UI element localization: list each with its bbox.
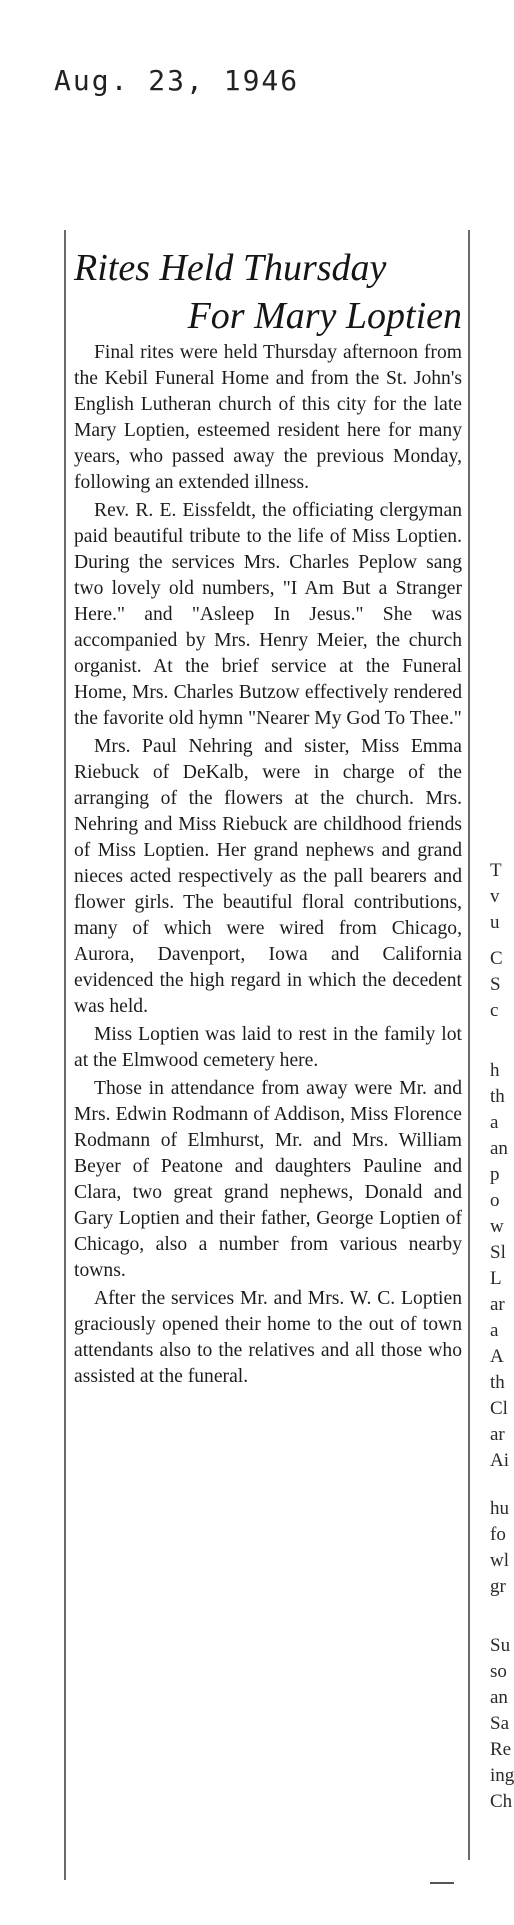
adjacent-column-fragment: th [490, 1086, 505, 1107]
adjacent-column-fragment: Su [490, 1635, 511, 1656]
adjacent-column-fragment: T [490, 860, 502, 881]
adjacent-column-fragment: S [490, 974, 501, 995]
article-end-rule [430, 1882, 454, 1884]
headline-line-2: For Mary Loptien [187, 295, 462, 337]
adjacent-column-fragment: an [490, 1138, 508, 1159]
adjacent-column-fragment: Cl [490, 1398, 508, 1419]
adjacent-column-fragment: p [490, 1164, 500, 1185]
adjacent-column-fragment: fo [490, 1524, 506, 1545]
adjacent-column-fragment: a [490, 1320, 499, 1341]
adjacent-column-fragment: Ch [490, 1791, 513, 1812]
article-headline [74, 244, 462, 340]
adjacent-column-fragment: ar [490, 1424, 505, 1445]
adjacent-column-fragment: an [490, 1687, 508, 1708]
adjacent-column-fragment: ar [490, 1294, 505, 1315]
adjacent-column-fragment: th [490, 1372, 505, 1393]
adjacent-column-fragment: so [490, 1661, 507, 1682]
clipping-date: Aug. 23, 1946 [54, 64, 300, 97]
adjacent-column-fragment: ing [490, 1765, 514, 1786]
column-rule-right [468, 230, 470, 1860]
adjacent-column-fragment: h [490, 1060, 500, 1081]
article-paragraph: After the services Mr. and Mrs. W. C. Loptien graciously opened their home to the out of town attendants also to the relatives and all those who assisted at the funeral. [74, 1288, 462, 1387]
adjacent-column-fragment: Re [490, 1739, 512, 1760]
column-rule-left [64, 230, 66, 1880]
adjacent-column-fragment: c [490, 1000, 499, 1021]
adjacent-column-fragment: gr [490, 1576, 506, 1597]
article-paragraph: Rev. R. E. Eissfeldt, the officiating clergyman paid beautiful tribute to the life of Miss Loptien. During the services Mrs. Charles Peplow sang two lovely old numbers, "I Am But a Stranger Here." and "Asleep In Jesus." She was accompanied by Mrs. Henry Meier, the church organist. At the brief service at the Funeral Home, Mrs. Charles Butzow effectively rendered the favorite old hymn "Nearer My God To Thee." [74, 500, 462, 729]
adjacent-column-fragment: hu [490, 1498, 509, 1519]
adjacent-column-fragment: v [490, 886, 500, 907]
article-paragraph: Those in attendance from away were Mr. and Mrs. Edwin Rodmann of Addison, Miss Florence Rodmann of Elmhurst, Mr. and Mrs. William Beyer of Peatone and daughters Pauline and Clara, two great grand nephews, Donald and Gary Loptien and their father, George Loptien of Chicago, also a number from various nearby towns. [74, 1078, 462, 1281]
article-paragraph: Final rites were held Thursday afternoon from the Kebil Funeral Home and from the St. John's English Lutheran church of this city for the late Mary Loptien, esteemed resident here for many years, who passed away the previous Monday, following an extended illness. [74, 342, 462, 493]
adjacent-column-fragment: a [490, 1112, 499, 1133]
headline-line-1: Rites Held Thursday [74, 247, 387, 289]
adjacent-column-fragment: Ai [490, 1450, 509, 1471]
adjacent-column-fragment: L [490, 1268, 502, 1289]
adjacent-column-fragment: Sl [490, 1242, 506, 1263]
newspaper-clipping [50, 230, 470, 1895]
article-paragraph: Mrs. Paul Nehring and sister, Miss Emma Riebuck of DeKalb, were in charge of the arranging of the flowers at the church. Mrs. Nehring and Miss Riebuck are childhood friends of Miss Loptien. Her grand nephews and grand nieces acted respectively as the pall bearers and flower girls. The beautiful floral contributions, many of which were wired from Chicago, Aurora, Davenport, Iowa and California evidenced the high regard in which the decedent was held. [74, 736, 462, 1017]
article-paragraph: Miss Loptien was laid to rest in the family lot at the Elmwood cemetery here. [74, 1024, 462, 1071]
obituary-article [74, 244, 462, 1390]
adjacent-column-fragment: A [490, 1346, 504, 1367]
adjacent-column-fragment: w [490, 1216, 504, 1237]
adjacent-column-fragment: Sa [490, 1713, 509, 1734]
adjacent-column-fragment: u [490, 912, 500, 933]
adjacent-column-fragment: wl [490, 1550, 509, 1571]
adjacent-column-fragment: C [490, 948, 503, 969]
adjacent-column-strip [490, 300, 514, 1812]
adjacent-column-fragment: o [490, 1190, 500, 1211]
